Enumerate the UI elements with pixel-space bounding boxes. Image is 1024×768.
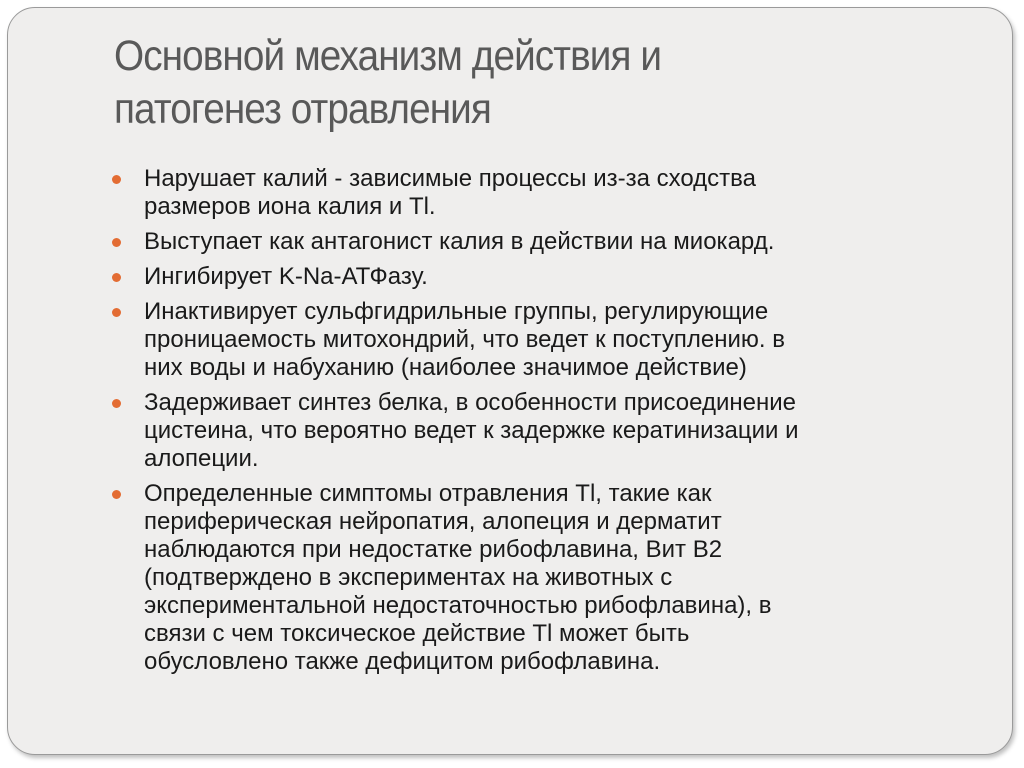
bullet-item xyxy=(112,228,972,256)
bullet-dot-icon xyxy=(112,308,121,317)
slide-title xyxy=(114,30,888,136)
bullet-text-line: Инактивирует сульфгидрильные группы, регулирующие xyxy=(144,298,769,325)
bullet-text-line: Выступает как антагонист калия в действии на миокард. xyxy=(144,228,775,255)
bullet-item xyxy=(112,298,972,382)
bullet-dot-icon xyxy=(112,238,121,247)
bullet-text-line: проницаемость митохондрий, что ведет к поступлению. в xyxy=(144,326,785,353)
bullet-dot-icon xyxy=(112,273,121,282)
bullet-text-line: Определенные симптомы отравления Tl, такие как xyxy=(144,480,712,507)
bullet-list xyxy=(112,165,972,683)
bullet-text-line: цистеина, что вероятно ведет к задержке кератинизации и xyxy=(144,417,799,444)
bullet-text-line: Ингибирует K-Na-АТФазу. xyxy=(144,263,428,290)
bullet-text-line: них воды и набуханию (наиболее значимое действие) xyxy=(144,354,747,381)
bullet-item xyxy=(112,263,972,291)
bullet-item xyxy=(112,165,972,221)
bullet-item xyxy=(112,480,972,676)
bullet-text-line: наблюдаются при недостатке рибофлавина, Вит В2 xyxy=(144,536,723,563)
bullet-text-line: алопеции. xyxy=(144,445,259,472)
bullet-text-line: периферическая нейропатия, алопеция и дерматит xyxy=(144,508,722,535)
bullet-dot-icon xyxy=(112,175,121,184)
bullet-text-line: Задерживает синтез белка, в особенности присоединение xyxy=(144,389,796,416)
bullet-item xyxy=(112,389,972,473)
title-line: патогенез отравления xyxy=(114,85,491,133)
title-line: Основной механизм действия и xyxy=(114,32,662,80)
bullet-text-line: связи с чем токсическое действие Tl может быть xyxy=(144,620,690,647)
bullet-text-line: экспериментальной недостаточностью рибофлавина), в xyxy=(144,592,772,619)
bullet-text-line: размеров иона калия и Tl. xyxy=(144,193,436,220)
bullet-dot-icon xyxy=(112,399,121,408)
bullet-text-line: (подтверждено в экспериментах на животных с xyxy=(144,564,673,591)
bullet-text-line: Нарушает калий - зависимые процессы из-за сходства xyxy=(144,165,756,192)
bullet-dot-icon xyxy=(112,490,121,499)
bullet-text-line: обусловлено также дефицитом рибофлавина. xyxy=(144,648,661,675)
